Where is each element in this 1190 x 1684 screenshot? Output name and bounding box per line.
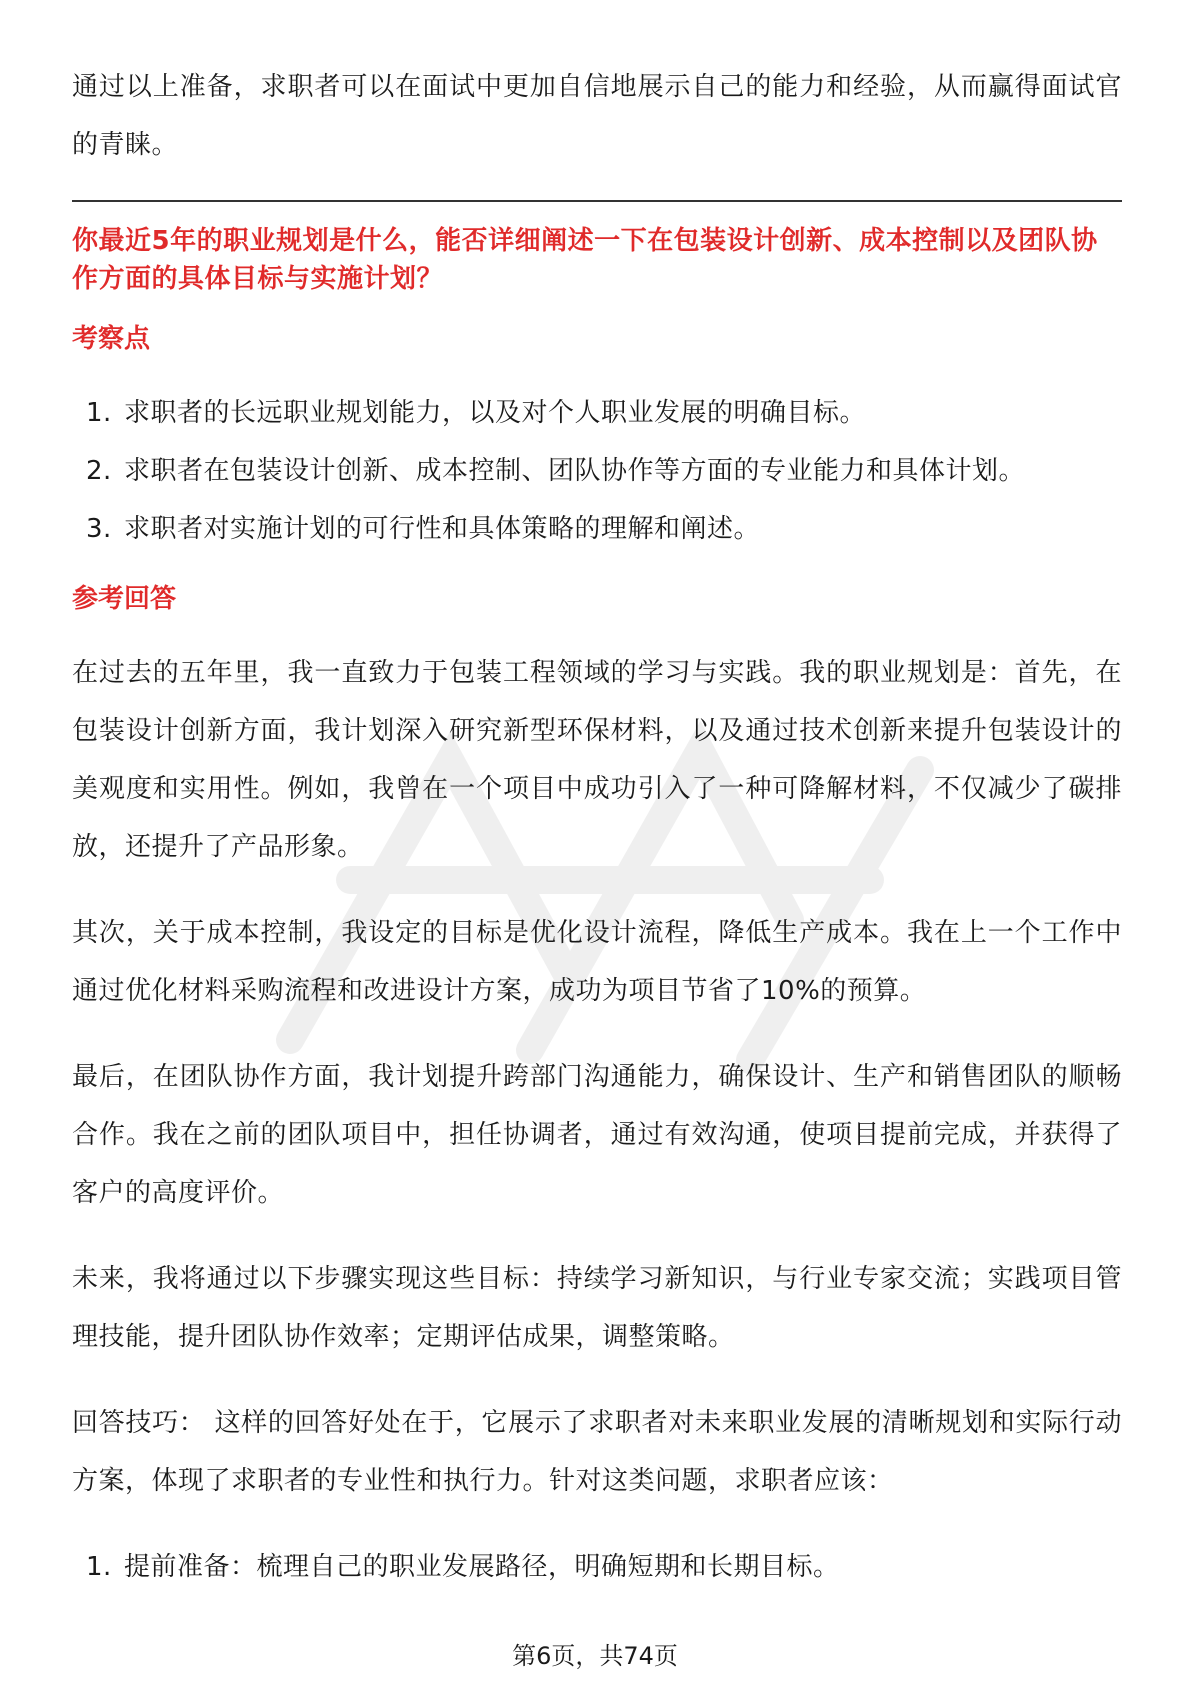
list-item-text: 求职者对实施计划的可行性和具体策略的理解和阐述。 <box>124 513 761 544</box>
list-item-text: 提前准备：梳理自己的职业发展路径，明确短期和长期目标。 <box>124 1551 840 1582</box>
page-footer: 第6页，共74页 <box>512 1642 678 1670</box>
focus-heading: 考察点 <box>72 323 151 354</box>
question-title: 你最近5年的职业规划是什么，能否详细阐述一下在包装设计创新、成本控制以及团队协作方面的具体目标与实施计划？ <box>72 225 1098 294</box>
list-item <box>72 500 1122 558</box>
intro-paragraph: 通过以上准备，求职者可以在面试中更加自信地展示自己的能力和经验，从而赢得面试官的青睐。 <box>72 72 1122 160</box>
tips-list <box>72 1538 1122 1596</box>
page-content <box>72 58 1122 1596</box>
section-divider <box>72 200 1122 202</box>
list-item-number: 1. <box>86 1551 112 1582</box>
list-item <box>72 442 1122 500</box>
answer-paragraph: 其次，关于成本控制，我设定的目标是优化设计流程，降低生产成本。我在上一个工作中通过优化材料采购流程和改进设计方案，成功为项目节省了10%的预算。 <box>72 917 1122 1006</box>
list-item-text: 求职者的长远职业规划能力，以及对个人职业发展的明确目标。 <box>124 397 867 428</box>
answer-paragraph: 在过去的五年里，我一直致力于包装工程领域的学习与实践。我的职业规划是：首先，在包装设计创新方面，我计划深入研究新型环保材料，以及通过技术创新来提升包装设计的美观度和实用性。例如，我曾在一个项目中成功引入了一种可降解材料，不仅减少了碳排放，还提升了产品形象。 <box>72 657 1122 862</box>
list-item-number: 2. <box>86 455 112 486</box>
answer-heading: 参考回答 <box>72 583 177 614</box>
answer-paragraph: 未来，我将通过以下步骤实现这些目标：持续学习新知识，与行业专家交流；实践项目管理技能，提升团队协作效率；定期评估成果，调整策略。 <box>72 1263 1122 1352</box>
list-item <box>72 1538 1122 1596</box>
answer-tips-paragraph: 回答技巧： 这样的回答好处在于，它展示了求职者对未来职业发展的清晰规划和实际行动方案，体现了求职者的专业性和执行力。针对这类问题，求职者应该： <box>72 1407 1122 1496</box>
answer-paragraph: 最后，在团队协作方面，我计划提升跨部门沟通能力，确保设计、生产和销售团队的顺畅合作。我在之前的团队项目中，担任协调者，通过有效沟通，使项目提前完成，并获得了客户的高度评价。 <box>72 1061 1122 1208</box>
list-item-number: 3. <box>86 513 112 544</box>
list-item-number: 1. <box>86 397 112 428</box>
focus-list <box>72 384 1122 558</box>
list-item-text: 求职者在包装设计创新、成本控制、团队协作等方面的专业能力和具体计划。 <box>124 455 1026 486</box>
list-item <box>72 384 1122 442</box>
